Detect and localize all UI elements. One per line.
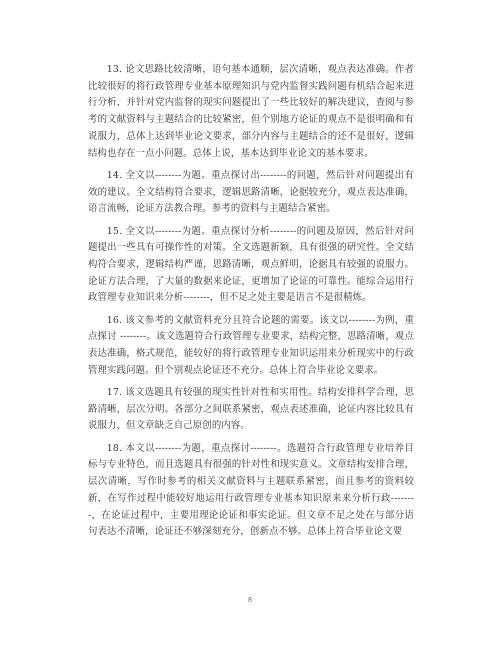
page-number: 8: [247, 596, 253, 604]
document-body: [88, 62, 414, 547]
paragraph-18: 18. 本文以--------为题，重点探讨--------。选题符合行政管理专业培养目标与专业特色，而且选题具有很强的针对性和现实意义。文章结构安排合理，层次清晰，写作时参考的相关文献资料与主题联系紧密，而且参考的资料较新，在写作过程中能较好地运用行政管理专业基本知识原来来分析行政--------，在论证过程中，主要用理论论证和事实论证。但文章不足之处在与部分语句表达不清晰，论证还不够深刻充分，创新点不够。总体上符合毕业论文要: [88, 442, 414, 538]
paragraph-15: 15. 全文以--------为题。重点探讨分析--------的问题及原因，然后针对问题提出一些具有可操作性的对策。全文选题新颖，具有很强的研究性。全文结构符合要求，逻辑结构严谨，思路清晰，观点鲜明，论据具有较强的说服力。论证方法合理，了大量的数据来论证，更增加了论证的可靠性。能综合运用行政管理专业知识来分析--------，但不足之处主要是语言不是很精炼。: [88, 225, 414, 304]
paragraph-16: 16. 该文参考的文献资料充分且符合论题的需要。该文以--------为例，重点探讨 --------。该文选题符合行政管理专业要求，结构完整，思路清晰，观点表达准确，格式规范，能较好的将行政管理专业知识运用来分析现实中的行政管理实践问题。但个别观点论证还不充分。总体上符合毕业论文要求。: [88, 314, 414, 376]
paragraph-14: 14. 全文以--------为题。重点探讨出--------的问题，然后针对问题提出有效的建议。全文结构符合要求，逻辑思路清晰，论据较充分，观点表达准确，语言流畅，论证方法教合理。参考的资料与主题结合紧密。: [88, 169, 414, 215]
paragraph-17: 17. 该文选题具有较强的现实性针对性和实用性。结构安排科学合理，思路清晰，层次分明。各部分之间联系紧密，观点表述准确，论证内容比较具有说服力，但文章缺乏自己原创的内容。: [88, 387, 414, 432]
paragraph-13: 13. 论文思路比较清晰，语句基本通顺，层次清晰，观点表达准确。作者比较很好的将行政管理专业基本原理知识与党内监督实践问题有机结合起来进行分析，并针对党内监督的现实问题提出了一些比较好的解决建议，查阅与参考的文献资料与主题结合的比较紧密，但个别地方论证的观点不是很明确和有说服力，总体上达到毕业论文要求，部分内容与主题结合的还不是很好，逻辑结构也存在一点小问题。总体上说，基本达到毕业论文的基本要求。: [88, 64, 414, 159]
